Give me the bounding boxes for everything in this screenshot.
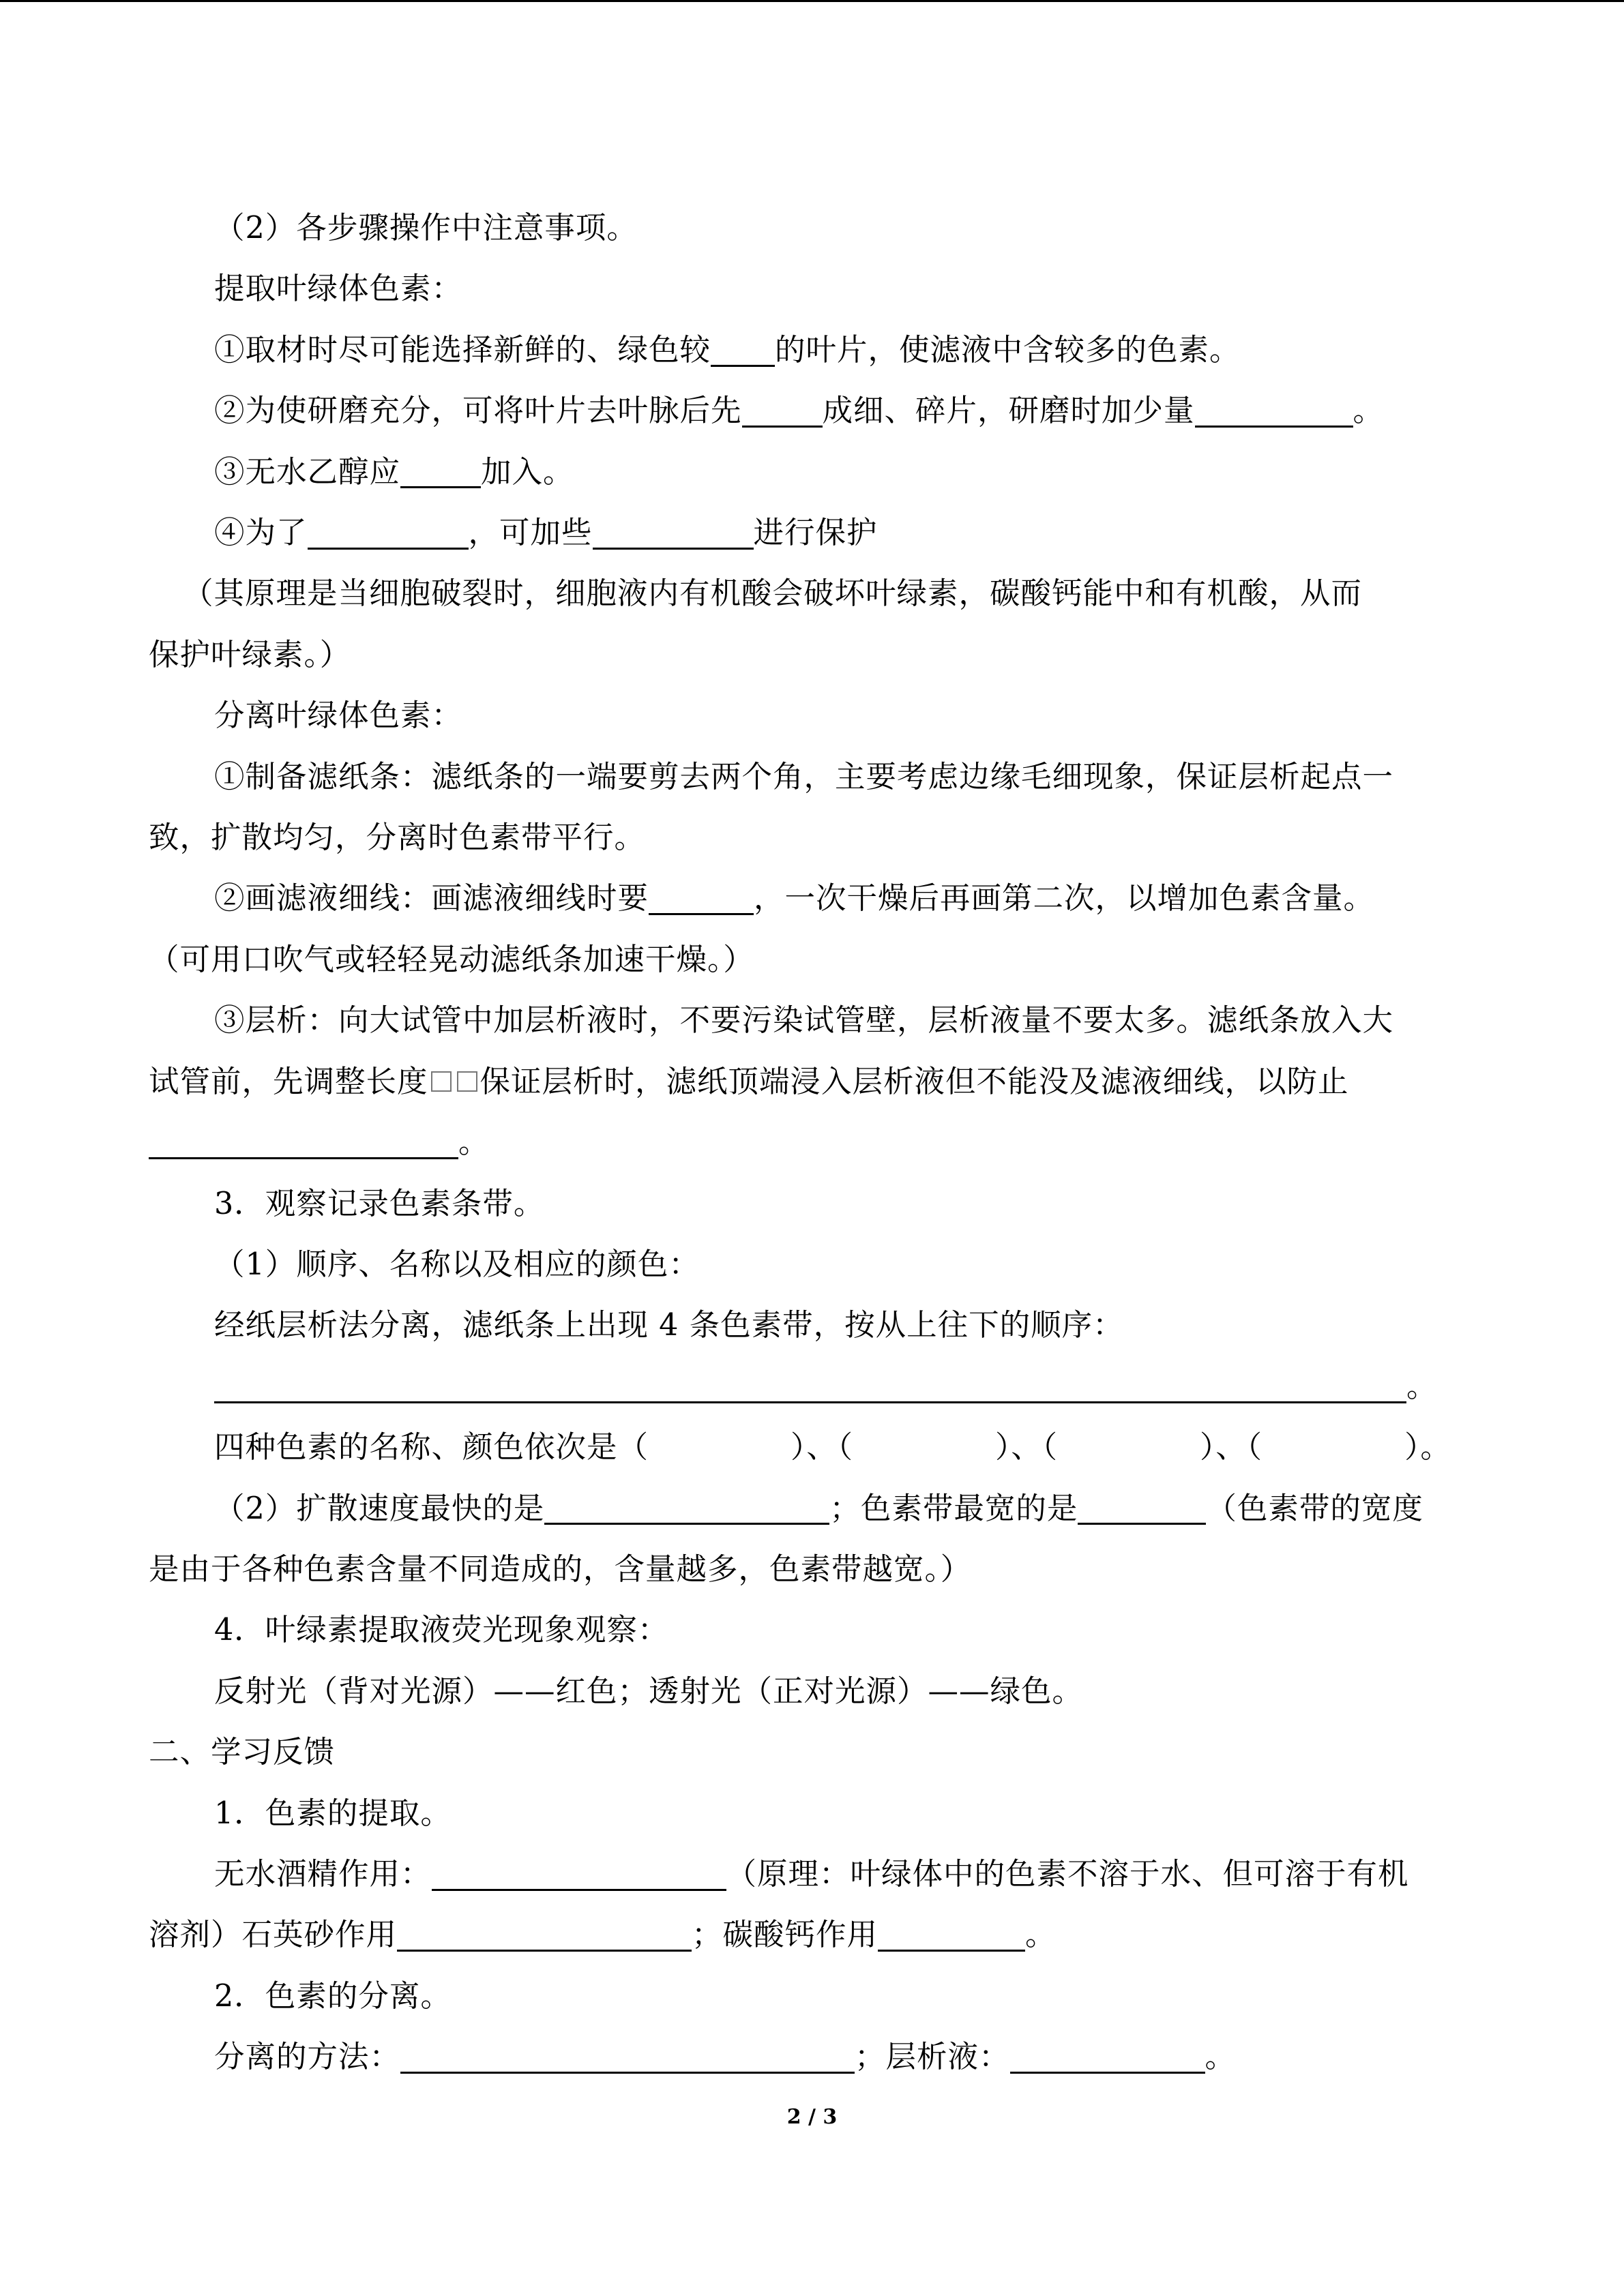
fill-blank[interactable] [742,392,823,428]
fill-blank[interactable] [711,331,775,367]
text-line: 试管前，先调整长度 保证层析时，滤纸顶端浸入层析液但不能没及滤液细线，以防止 [149,1064,1349,1099]
text-line: ③层析：向大试管中加层析液时，不要污染试管壁，层析液量不要太多。滤纸条放入大 [214,1003,1394,1039]
text-line: （2）扩散速度最快的是 ；色素带最宽的是 （色素带的宽度 [149,1478,1475,1539]
fill-blank[interactable] [593,514,754,550]
fill-blank[interactable] [649,880,754,915]
fill-blank[interactable] [1010,2038,1205,2074]
text-line: ②画滤液细线：画滤液细线时要 ，一次干燥后再画第二次，以增加色素含量。 [149,868,1475,929]
section-heading: 3．观察记录色素条带。 [214,1186,545,1221]
text-line: 。 [149,1112,1475,1173]
fill-blank[interactable] [400,2038,855,2074]
text-line: 是由于各种色素含量不同造成的，含量越多，色素带越宽。） [149,1551,972,1587]
text-line: 溶剂）石英砂作用 ；碳酸钙作用 。 [149,1905,1475,1965]
text-line: 。 [149,1356,1475,1417]
top-border [0,0,1624,2]
text-line: （其原理是当细胞破裂时，细胞液内有机酸会破坏叶绿素，碳酸钙能中和有机酸，从而 [183,576,1363,612]
section-heading: 4．叶绿素提取液荧光现象观察： [214,1613,669,1648]
section-heading: 提取叶绿体色素： [214,271,463,307]
section-heading: 2．色素的分离。 [214,1978,452,2014]
text-line: ①取材时尽可能选择新鲜的、绿色较 的叶片，使滤液中含较多的色素。 [149,320,1475,381]
text-line: ①制备滤纸条：滤纸条的一端要剪去两个角，主要考虑边缘毛细现象，保证层析起点一 [214,759,1394,794]
fill-blank[interactable] [878,1916,1025,1952]
fill-blank[interactable] [397,1916,692,1952]
text-line: 经纸层析法分离，滤纸条上出现 4 条色素带，按从上往下的顺序： [214,1308,1124,1343]
text-line: 反射光（背对光源）——红色；透射光（正对光源）——绿色。 [214,1673,1084,1709]
text-line: 致，扩散均匀，分离时色素带平行。 [149,820,646,856]
fill-blank[interactable] [544,1489,829,1525]
placeholder-box [457,1071,477,1092]
placeholder-box [431,1071,452,1092]
text-line: ③无水乙醇应 加入。 [149,442,1475,503]
text-line: ④为了 ，可加些 进行保护 [149,503,1475,563]
text-line: （1）顺序、名称以及相应的颜色： [214,1247,700,1282]
section-heading: 分离叶绿体色素： [214,698,463,734]
section-heading: 二、学习反馈 [149,1735,336,1770]
text-line: 无水酒精作用： （原理：叶绿体中的色素不溶于水、但可溶于有机 [149,1844,1475,1905]
text-line: 分离的方法： ；层析液： 。 [149,2027,1475,2087]
document-body [149,198,1475,2088]
text-line: 四种色素的名称、颜色依次是（ ）、（ ）、（ ）、（ ）。 [214,1430,1451,1465]
page-number: 2 / 3 [786,2105,838,2129]
text-line: （2）各步骤操作中注意事项。 [214,211,638,245]
fill-blank[interactable] [308,514,469,550]
fill-blank[interactable] [214,1368,1406,1403]
fill-blank[interactable] [432,1855,726,1891]
text-line: （可用口吹气或轻轻晃动滤纸条加速干燥。） [149,942,754,977]
section-heading: 1．色素的提取。 [214,1795,452,1831]
fill-blank[interactable] [1078,1489,1206,1525]
text-line: 保护叶绿素。） [149,637,351,672]
fill-blank[interactable] [400,453,481,488]
text-line: ②为使研磨充分，可将叶片去叶脉后先 成细、碎片，研磨时加少量 。 [149,381,1475,441]
fill-blank[interactable] [1195,392,1353,428]
fill-blank[interactable] [149,1124,458,1159]
